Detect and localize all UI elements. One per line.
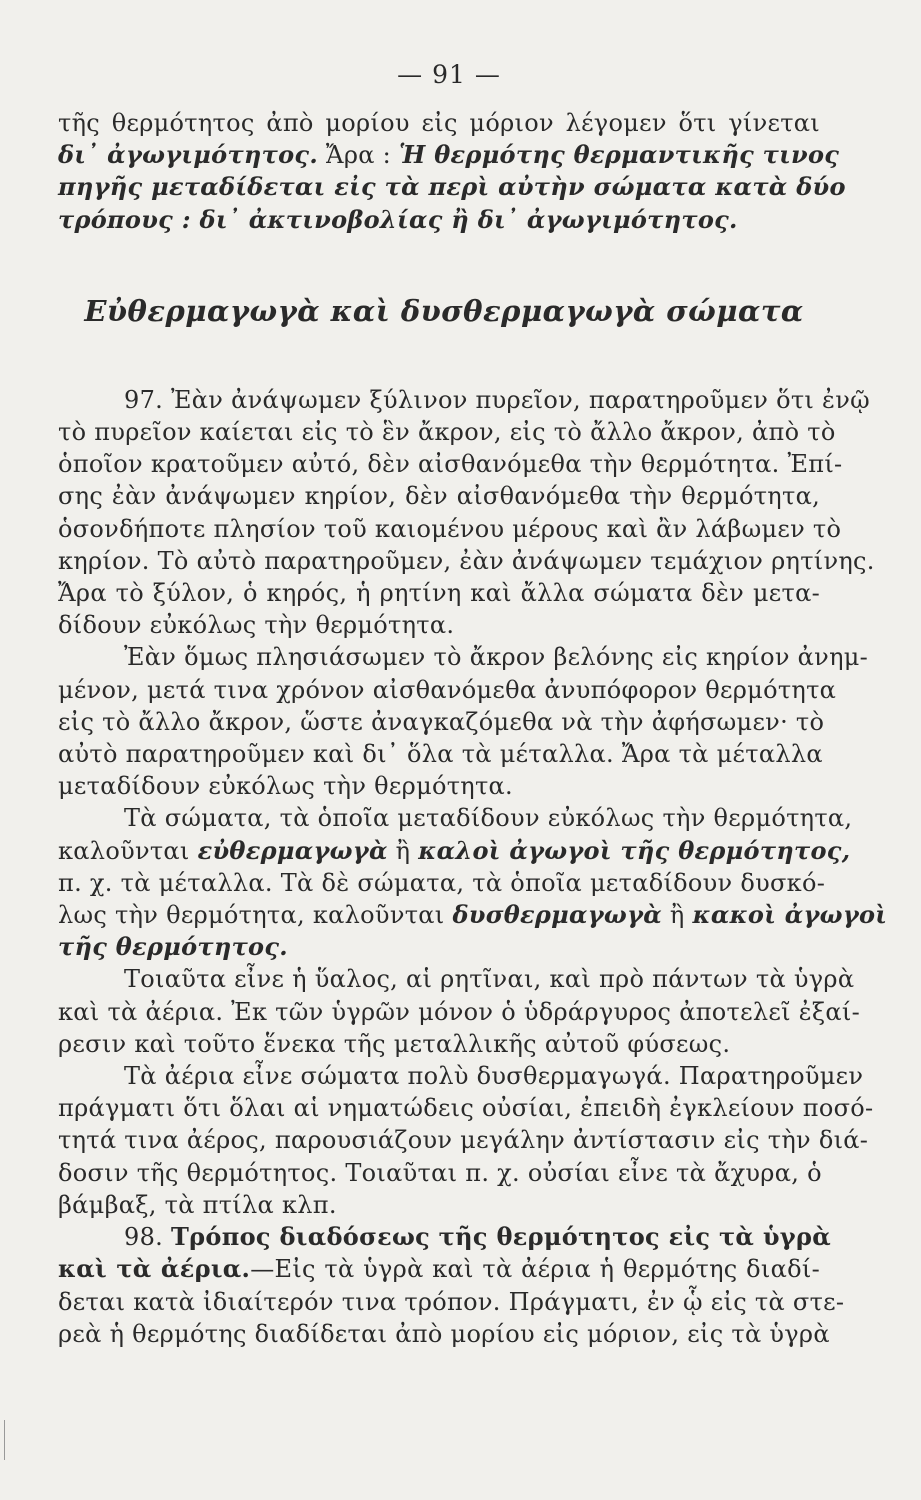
text-line: π. χ. τὰ μέταλλα. Τὰ δὲ σώματα, τὰ ὁποῖα μεταδίδουν δυσκό-	[58, 868, 826, 897]
plain-phrase: Ἄρα :	[318, 141, 400, 170]
text-line: 97. Ἐὰν ἀνάψωμεν ξύλινον πυρεῖον, παρατηροῦμεν ὅτι ἐνῷ	[124, 385, 870, 414]
term-good-conductors-alt: καλοὶ ἀγωγοὶ τῆς θερμότητος,	[418, 835, 851, 865]
paragraph-metals	[58, 641, 869, 802]
text-line: ρεὰ ἡ θερμότης διαδίδεται ἀπὸ μορίου εἰς μόριον, εἰς τὰ ὑγρὰ	[58, 1319, 830, 1348]
text-line: τῆς θερμότητος ἀπὸ μορίου εἰς μόριον λέγομεν ὅτι γίνεται	[58, 109, 820, 137]
intro-paragraph	[58, 107, 846, 236]
text-line: κηρίον. Τὸ αὐτὸ παρατηροῦμεν, ἐὰν ἀνάψωμεν τεμάχιον ρητίνης.	[58, 546, 875, 575]
paragraph-definitions	[58, 802, 888, 963]
section-heading: Εὐθερμαγωγὰ καὶ δυσθερμαγωγὰ σώματα	[84, 293, 804, 328]
text-line: μένον, μετά τινα χρόνον αἰσθανόμεθα ἀνυπόφορον θερμότητα	[58, 675, 837, 704]
text-line: τὸ πυρεῖον καίεται εἰς τὸ ἓν ἄκρον, εἰς τὸ ἄλλο ἄκρον, ἀπὸ τὸ	[58, 418, 836, 447]
text-line	[58, 835, 851, 867]
text-line: Τοιαῦτα εἶνε ἡ ὕαλος, αἱ ρητῖναι, καὶ πρὸ πάντων τὰ ὑγρὰ	[124, 965, 855, 994]
term-bad-conductors-alt: κακοὶ ἀγωγοὶ	[692, 900, 888, 930]
text-line: πηγῆς μεταδίδεται εἰς τὰ περὶ αὐτὴν σώματα κατὰ δύο	[58, 172, 846, 202]
text-line: Τὰ ἀέρια εἶνε σώματα πολὺ δυσθερμαγωγά. Παρατηροῦμεν	[124, 1062, 864, 1091]
text-line: εἰς τὸ ἄλλο ἄκρον, ὥστε ἀναγκαζόμεθα νὰ τὴν ἀφήσωμεν· τὸ	[58, 707, 825, 736]
text-line: ὁσονδήποτε πλησίον τοῦ καιομένου μέρους καὶ ἂν λάβωμεν τὸ	[58, 514, 842, 543]
text-line: μεταδίδουν εὐκόλως τὴν θερμότητα.	[58, 772, 513, 801]
plain-phrase: —Εἰς τὰ ὑγρὰ καὶ τὰ ἀέρια ἡ θερμότης διαδί-	[250, 1255, 820, 1284]
text-line: δεται κατὰ ἰδιαίτερόν τινα τρόπον. Πράγματι, ἐν ᾧ εἰς τὰ στε-	[58, 1287, 845, 1316]
italic-phrase: δι᾽ ἀγωγιμότητος.	[58, 140, 318, 170]
section-title: καὶ τὰ ἀέρια.	[58, 1254, 251, 1284]
plain-phrase: ἢ	[387, 836, 419, 865]
text-line: αὐτὸ παρατηροῦμεν καὶ δι᾽ ὅλα τὰ μέταλλα. Ἄρα τὰ μέταλλα	[58, 740, 823, 769]
text-line: καὶ τὰ ἀέρια. Ἐκ τῶν ὑγρῶν μόνον ὁ ὑδράργυρος ἀποτελεῖ ἐξαί-	[58, 997, 861, 1026]
text-line: Ἄρα τὸ ξύλον, ὁ κηρός, ἡ ρητίνη καὶ ἄλλα σώματα δὲν μετα-	[58, 579, 820, 608]
text-line	[58, 139, 840, 171]
text-line	[58, 1253, 820, 1285]
term-good-conductors: εὐθερμαγωγὰ	[197, 835, 388, 865]
book-page	[58, 60, 888, 1350]
page-number: — 91 —	[397, 60, 501, 89]
text-line: ὁποῖον κρατοῦμεν αὐτό, δὲν αἰσθανόμεθα τὴν θερμότητα. Ἐπί-	[58, 450, 843, 479]
bold-statement: Ἡ θερμότης θερμαντικῆς τινος	[399, 140, 840, 170]
text-line: ρεσιν καὶ τοῦτο ἕνεκα τῆς μεταλλικῆς αὐτοῦ φύσεως.	[58, 1029, 731, 1058]
text-line: πράγματι ὅτι ὅλαι αἱ νηματώδεις οὐσίαι, ἐπειδὴ ἐγκλείουν ποσό-	[58, 1094, 874, 1123]
text-line	[58, 1221, 831, 1253]
plain-phrase: ἢ	[662, 901, 693, 930]
section-title: Τρόπος διαδόσεως τῆς θερμότητος εἰς τὰ ὑγρὰ	[171, 1222, 831, 1252]
paragraph-examples	[58, 963, 861, 1060]
text-line: δίδουν εὐκόλως τὴν θερμότητα.	[58, 611, 455, 640]
paragraph-97	[58, 384, 875, 642]
paragraph-98	[58, 1221, 845, 1350]
section-number: 98.	[124, 1223, 171, 1252]
plain-phrase: καλοῦνται	[58, 836, 198, 865]
plain-phrase: λως τὴν θερμότητα, καλοῦνται	[58, 901, 453, 930]
text-line: Ἐὰν ὅμως πλησιάσωμεν τὸ ἄκρον βελόνης εἰς κηρίον ἀνημ-	[124, 643, 869, 672]
text-line: δοσιν τῆς θερμότητος. Τοιαῦται π. χ. οὐσίαι εἶνε τὰ ἄχυρα, ὁ	[58, 1158, 822, 1187]
paragraph-gases	[58, 1060, 874, 1221]
text-line: σης ἐὰν ἀνάψωμεν κηρίον, δὲν αἰσθανόμεθα τὴν θερμότητα,	[58, 482, 820, 511]
text-line: βάμβαξ, τὰ πτίλα κλπ.	[58, 1190, 337, 1219]
text-line: τῆς θερμότητος.	[58, 932, 288, 962]
text-line: Τὰ σώματα, τὰ ὁποῖα μεταδίδουν εὐκόλως τὴν θερμότητα,	[124, 804, 853, 833]
text-line	[58, 899, 888, 931]
page-edge-mark	[4, 1420, 11, 1460]
text-line: τρόπους : δι᾽ ἀκτινοβολίας ἢ δι᾽ ἀγωγιμότητος.	[58, 204, 738, 234]
text-line: τητά τινα ἀέρος, παρουσιάζουν μεγάλην ἀντίστασιν εἰς τὴν διά-	[58, 1126, 869, 1155]
term-bad-conductors: δυσθερμαγωγὰ	[452, 900, 662, 930]
